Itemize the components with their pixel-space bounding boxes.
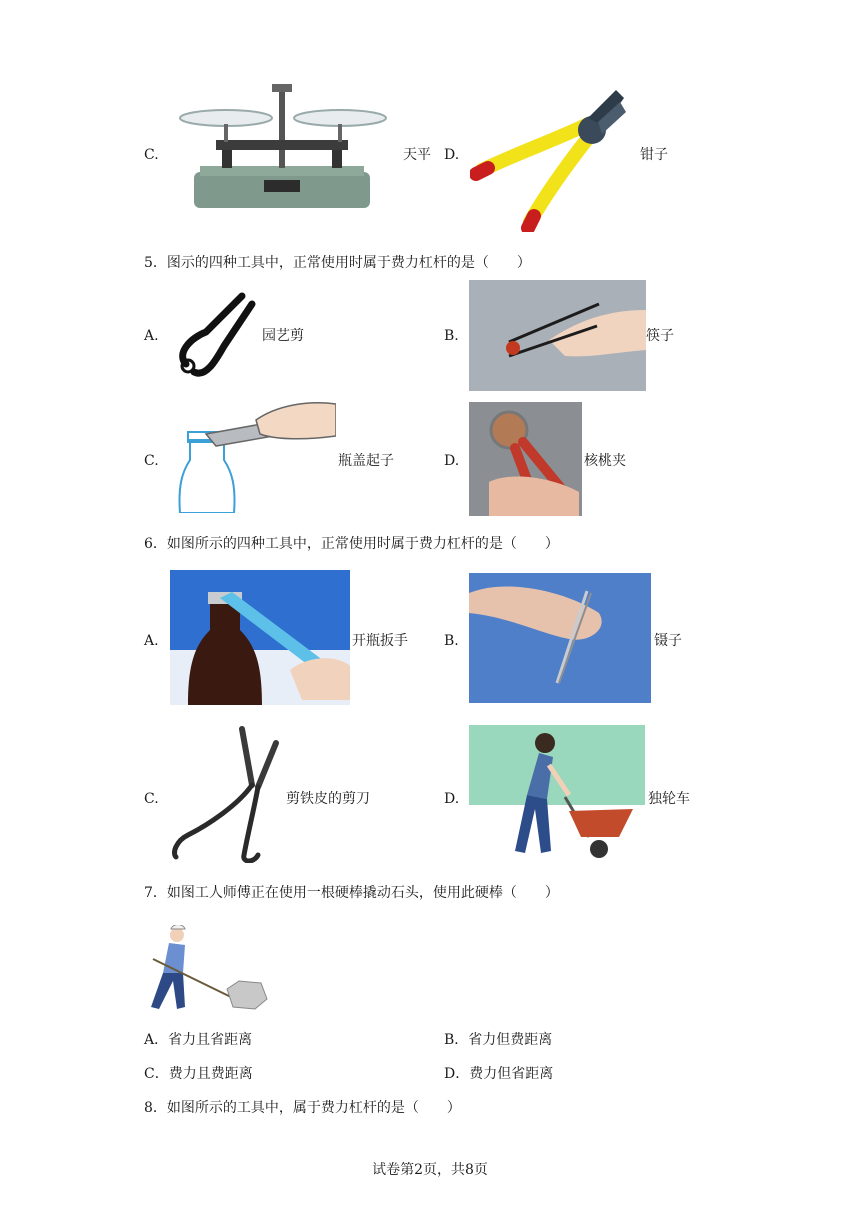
q5-option-a-label: 园艺剪 — [262, 328, 304, 344]
q5-option-c-label: 瓶盖起子 — [338, 453, 394, 469]
q7-option-b: B．省力但费距离 — [444, 1032, 553, 1048]
q6-option-b-label: 镊子 — [654, 633, 682, 649]
bottle-wrench-image — [170, 570, 350, 705]
q4-option-d-label: 钳子 — [640, 147, 668, 163]
q4-option-d-letter: D. — [444, 147, 460, 163]
q6-option-b-letter: B. — [444, 633, 459, 649]
garden-shears-image — [172, 290, 258, 380]
q7-option-c: C．费力且费距离 — [144, 1066, 253, 1082]
chopsticks-image — [469, 280, 646, 391]
q6-option-d-letter: D. — [444, 791, 460, 807]
q5-option-b-label: 筷子 — [646, 328, 674, 344]
q6-option-a-letter: A. — [144, 633, 159, 649]
balance-scale-image — [176, 80, 388, 212]
q7-stem: 7．如图工人师傅正在使用一根硬棒撬动石头，使用此硬棒（ ） — [144, 885, 559, 901]
q6-option-d-label: 独轮车 — [648, 791, 690, 807]
q6-option-c-letter: C. — [144, 791, 159, 807]
q5-option-c-letter: C. — [144, 453, 159, 469]
bottle-opener-image — [176, 400, 336, 513]
tin-snips-image — [168, 725, 284, 863]
q7-option-a: A．省力且省距离 — [144, 1032, 253, 1048]
q5-option-b-letter: B. — [444, 328, 459, 344]
q4-option-c-label: 天平 — [403, 147, 431, 163]
tweezers-image — [469, 573, 651, 703]
q5-option-a-letter: A. — [144, 328, 159, 344]
pliers-image — [470, 82, 628, 232]
worker-lever-image — [143, 925, 269, 1015]
q5-option-d-label: 核桃夹 — [584, 453, 626, 469]
wheelbarrow-image — [469, 725, 645, 865]
q6-option-a-label: 开瓶扳手 — [352, 633, 408, 649]
q7-option-d: D．费力但省距离 — [444, 1066, 554, 1082]
q6-option-c-label: 剪铁皮的剪刀 — [286, 791, 370, 807]
q8-stem: 8．如图所示的工具中，属于费力杠杆的是（ ） — [144, 1100, 461, 1116]
page-footer: 试卷第2页，共8页 — [372, 1162, 488, 1178]
q5-stem: 5．图示的四种工具中，正常使用时属于费力杠杆的是（ ） — [144, 255, 531, 271]
q6-stem: 6．如图所示的四种工具中，正常使用时属于费力杠杆的是（ ） — [144, 536, 559, 552]
nutcracker-image — [469, 402, 582, 516]
q4-option-c-letter: C. — [144, 147, 159, 163]
q5-option-d-letter: D. — [444, 453, 460, 469]
